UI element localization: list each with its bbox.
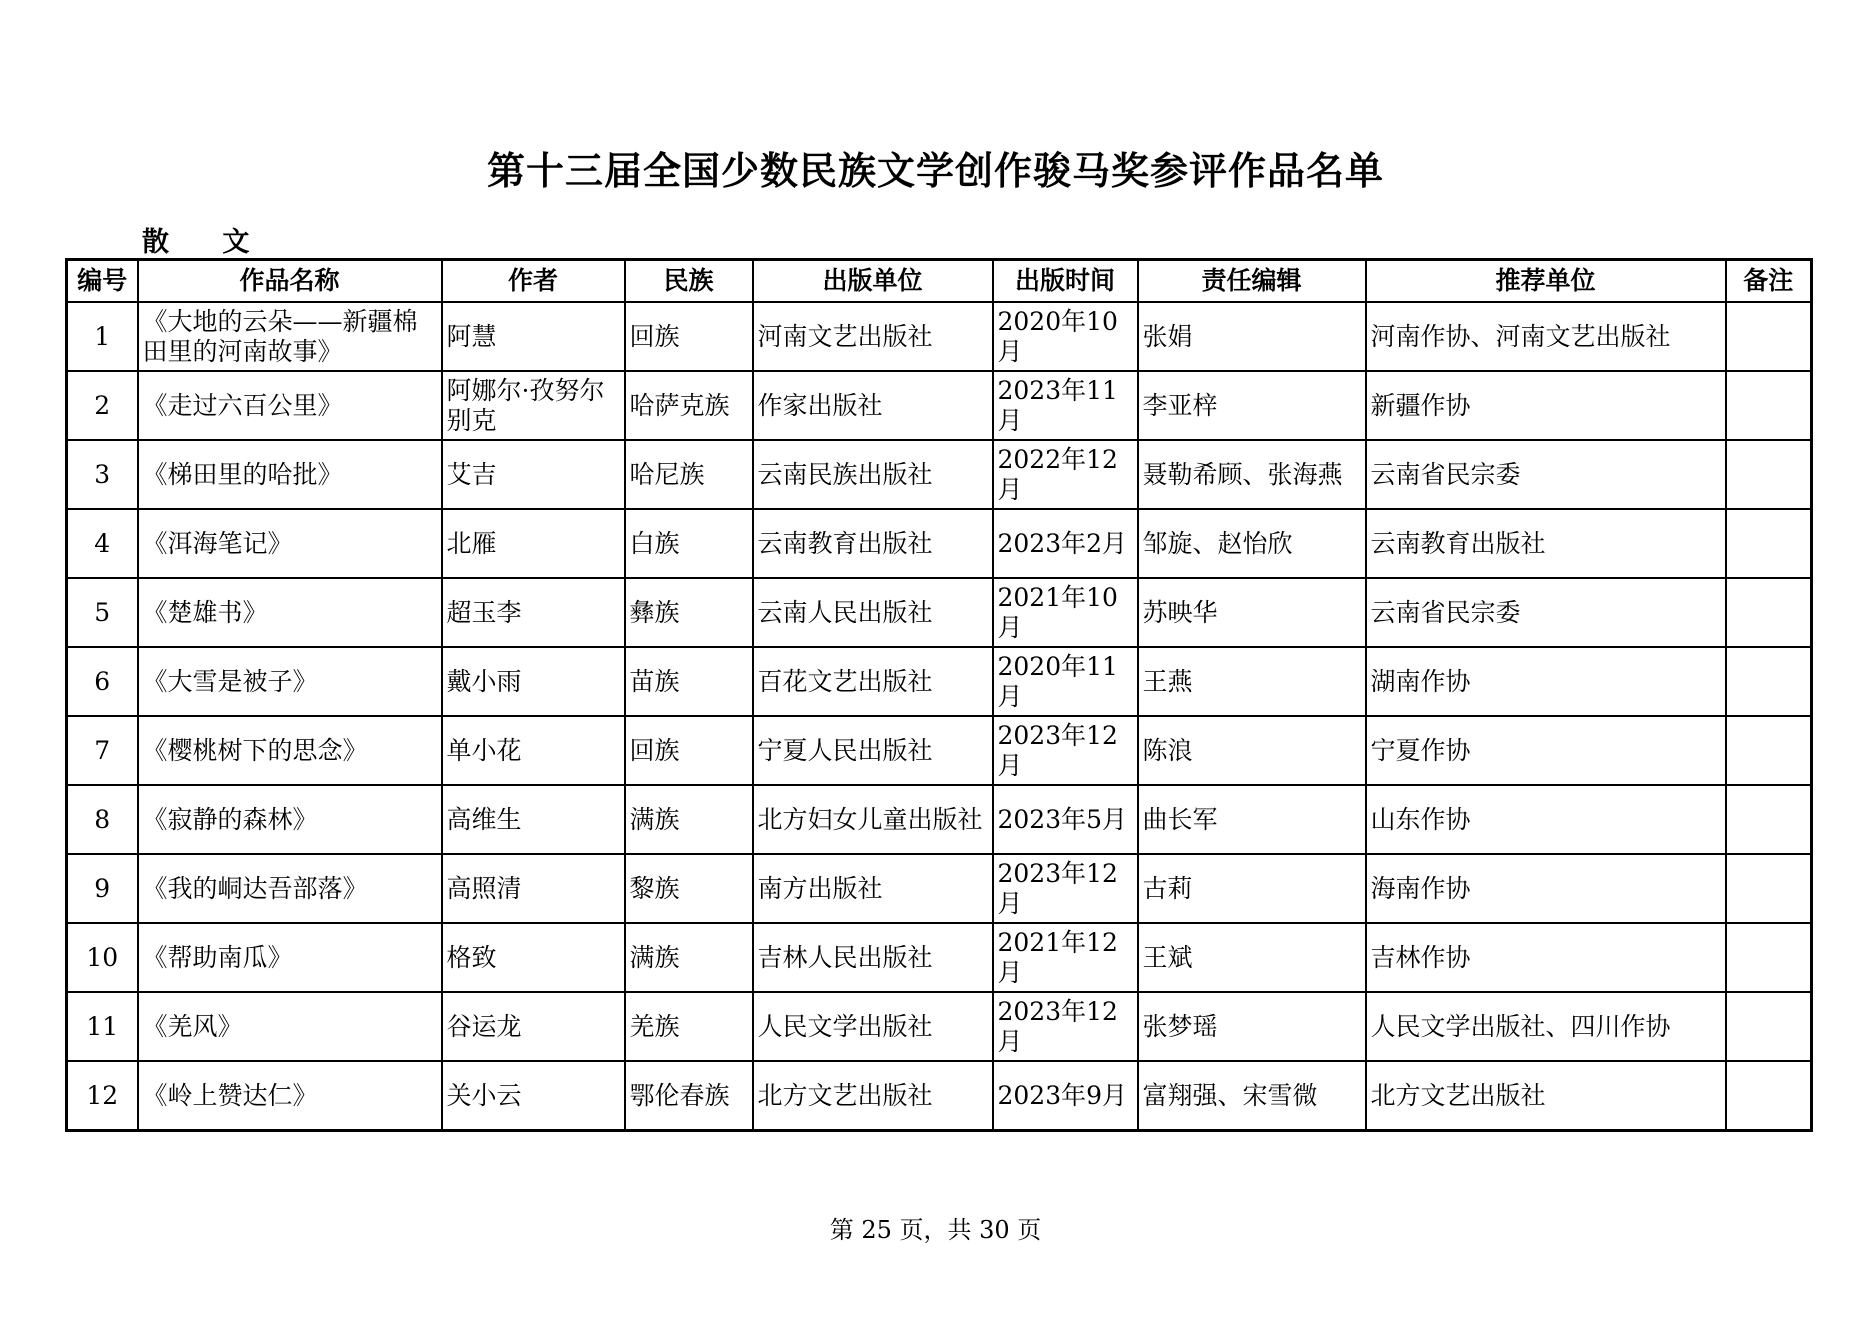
cell-remark bbox=[1726, 302, 1812, 371]
cell-number: 11 bbox=[67, 992, 138, 1061]
section-label: 散 文 bbox=[142, 227, 272, 258]
cell-editor: 王斌 bbox=[1138, 923, 1366, 992]
cell-editor: 聂勒希顾、张海燕 bbox=[1138, 440, 1366, 509]
cell-author: 高维生 bbox=[442, 785, 625, 854]
cell-title: 《樱桃树下的思念》 bbox=[138, 716, 442, 785]
cell-ethnicity: 鄂伦春族 bbox=[625, 1061, 753, 1131]
table-row bbox=[67, 371, 1812, 440]
table-row bbox=[67, 854, 1812, 923]
cell-author: 阿娜尔·孜努尔别克 bbox=[442, 371, 625, 440]
cell-ethnicity: 哈尼族 bbox=[625, 440, 753, 509]
column-header-title: 作品名称 bbox=[138, 260, 442, 303]
cell-title: 《楚雄书》 bbox=[138, 578, 442, 647]
cell-number: 4 bbox=[67, 509, 138, 578]
cell-ethnicity: 回族 bbox=[625, 716, 753, 785]
cell-remark bbox=[1726, 992, 1812, 1061]
cell-recommender: 山东作协 bbox=[1366, 785, 1726, 854]
cell-editor: 曲长军 bbox=[1138, 785, 1366, 854]
column-header-number: 编号 bbox=[67, 260, 138, 303]
cell-ethnicity: 彝族 bbox=[625, 578, 753, 647]
cell-publisher: 云南教育出版社 bbox=[753, 509, 993, 578]
cell-number: 10 bbox=[67, 923, 138, 992]
cell-ethnicity: 黎族 bbox=[625, 854, 753, 923]
cell-author: 格致 bbox=[442, 923, 625, 992]
cell-number: 2 bbox=[67, 371, 138, 440]
table-row bbox=[67, 785, 1812, 854]
cell-author: 高照清 bbox=[442, 854, 625, 923]
cell-recommender: 云南省民宗委 bbox=[1366, 440, 1726, 509]
cell-date: 2023年12月 bbox=[993, 854, 1138, 923]
cell-remark bbox=[1726, 578, 1812, 647]
cell-editor: 古莉 bbox=[1138, 854, 1366, 923]
cell-publisher: 北方文艺出版社 bbox=[753, 1061, 993, 1131]
cell-publisher: 南方出版社 bbox=[753, 854, 993, 923]
table-row bbox=[67, 578, 1812, 647]
cell-title: 《帮助南瓜》 bbox=[138, 923, 442, 992]
cell-author: 关小云 bbox=[442, 1061, 625, 1131]
cell-title: 《大地的云朵——新疆棉田里的河南故事》 bbox=[138, 302, 442, 371]
cell-ethnicity: 白族 bbox=[625, 509, 753, 578]
cell-publisher: 百花文艺出版社 bbox=[753, 647, 993, 716]
cell-recommender: 海南作协 bbox=[1366, 854, 1726, 923]
cell-recommender: 河南作协、河南文艺出版社 bbox=[1366, 302, 1726, 371]
cell-editor: 苏映华 bbox=[1138, 578, 1366, 647]
cell-ethnicity: 满族 bbox=[625, 923, 753, 992]
cell-publisher: 北方妇女儿童出版社 bbox=[753, 785, 993, 854]
cell-title: 《羌风》 bbox=[138, 992, 442, 1061]
cell-editor: 富翔强、宋雪微 bbox=[1138, 1061, 1366, 1131]
cell-recommender: 吉林作协 bbox=[1366, 923, 1726, 992]
table-row bbox=[67, 302, 1812, 371]
cell-publisher: 云南民族出版社 bbox=[753, 440, 993, 509]
cell-recommender: 湖南作协 bbox=[1366, 647, 1726, 716]
cell-remark bbox=[1726, 1061, 1812, 1131]
cell-remark bbox=[1726, 923, 1812, 992]
cell-remark bbox=[1726, 785, 1812, 854]
cell-recommender: 云南省民宗委 bbox=[1366, 578, 1726, 647]
cell-date: 2023年5月 bbox=[993, 785, 1138, 854]
table-row bbox=[67, 716, 1812, 785]
column-header-editor: 责任编辑 bbox=[1138, 260, 1366, 303]
cell-recommender: 人民文学出版社、四川作协 bbox=[1366, 992, 1726, 1061]
cell-ethnicity: 满族 bbox=[625, 785, 753, 854]
cell-date: 2020年11月 bbox=[993, 647, 1138, 716]
page-footer: 第 25 页，共 30 页 bbox=[829, 1216, 1042, 1244]
column-header-publisher: 出版单位 bbox=[753, 260, 993, 303]
cell-recommender: 新疆作协 bbox=[1366, 371, 1726, 440]
cell-ethnicity: 哈萨克族 bbox=[625, 371, 753, 440]
column-header-date: 出版时间 bbox=[993, 260, 1138, 303]
works-table bbox=[65, 258, 1813, 1132]
cell-editor: 邹旋、赵怡欣 bbox=[1138, 509, 1366, 578]
cell-number: 8 bbox=[67, 785, 138, 854]
column-header-author: 作者 bbox=[442, 260, 625, 303]
cell-author: 阿慧 bbox=[442, 302, 625, 371]
cell-publisher: 作家出版社 bbox=[753, 371, 993, 440]
cell-editor: 王燕 bbox=[1138, 647, 1366, 716]
cell-title: 《洱海笔记》 bbox=[138, 509, 442, 578]
cell-ethnicity: 羌族 bbox=[625, 992, 753, 1061]
cell-author: 艾吉 bbox=[442, 440, 625, 509]
cell-title: 《梯田里的哈批》 bbox=[138, 440, 442, 509]
cell-date: 2023年12月 bbox=[993, 716, 1138, 785]
cell-number: 3 bbox=[67, 440, 138, 509]
cell-title: 《走过六百公里》 bbox=[138, 371, 442, 440]
cell-editor: 陈浪 bbox=[1138, 716, 1366, 785]
cell-date: 2021年12月 bbox=[993, 923, 1138, 992]
cell-author: 超玉李 bbox=[442, 578, 625, 647]
cell-recommender: 北方文艺出版社 bbox=[1366, 1061, 1726, 1131]
column-header-ethnicity: 民族 bbox=[625, 260, 753, 303]
cell-author: 单小花 bbox=[442, 716, 625, 785]
cell-title: 《岭上赞达仁》 bbox=[138, 1061, 442, 1131]
table-row bbox=[67, 923, 1812, 992]
cell-author: 北雁 bbox=[442, 509, 625, 578]
table-row bbox=[67, 509, 1812, 578]
cell-publisher: 云南人民出版社 bbox=[753, 578, 993, 647]
table-row bbox=[67, 1061, 1812, 1131]
cell-number: 1 bbox=[67, 302, 138, 371]
cell-title: 《寂静的森林》 bbox=[138, 785, 442, 854]
cell-editor: 张梦瑶 bbox=[1138, 992, 1366, 1061]
table-row bbox=[67, 992, 1812, 1061]
cell-ethnicity: 回族 bbox=[625, 302, 753, 371]
cell-date: 2021年10月 bbox=[993, 578, 1138, 647]
cell-remark bbox=[1726, 509, 1812, 578]
cell-publisher: 人民文学出版社 bbox=[753, 992, 993, 1061]
cell-date: 2020年10月 bbox=[993, 302, 1138, 371]
cell-publisher: 吉林人民出版社 bbox=[753, 923, 993, 992]
column-header-remark: 备注 bbox=[1726, 260, 1812, 303]
cell-remark bbox=[1726, 440, 1812, 509]
cell-date: 2023年2月 bbox=[993, 509, 1138, 578]
cell-publisher: 宁夏人民出版社 bbox=[753, 716, 993, 785]
cell-date: 2023年12月 bbox=[993, 992, 1138, 1061]
cell-editor: 李亚梓 bbox=[1138, 371, 1366, 440]
cell-remark bbox=[1726, 371, 1812, 440]
cell-number: 6 bbox=[67, 647, 138, 716]
cell-date: 2023年11月 bbox=[993, 371, 1138, 440]
cell-number: 7 bbox=[67, 716, 138, 785]
cell-number: 9 bbox=[67, 854, 138, 923]
cell-editor: 张娟 bbox=[1138, 302, 1366, 371]
cell-recommender: 宁夏作协 bbox=[1366, 716, 1726, 785]
table-row bbox=[67, 647, 1812, 716]
cell-title: 《我的峒达吾部落》 bbox=[138, 854, 442, 923]
cell-date: 2022年12月 bbox=[993, 440, 1138, 509]
cell-author: 谷运龙 bbox=[442, 992, 625, 1061]
cell-remark bbox=[1726, 854, 1812, 923]
cell-remark bbox=[1726, 647, 1812, 716]
cell-ethnicity: 苗族 bbox=[625, 647, 753, 716]
table-header-row bbox=[67, 260, 1812, 303]
page-title: 第十三届全国少数民族文学创作骏马奖参评作品名单 bbox=[486, 149, 1384, 193]
cell-title: 《大雪是被子》 bbox=[138, 647, 442, 716]
cell-number: 12 bbox=[67, 1061, 138, 1131]
cell-recommender: 云南教育出版社 bbox=[1366, 509, 1726, 578]
cell-author: 戴小雨 bbox=[442, 647, 625, 716]
table-row bbox=[67, 440, 1812, 509]
cell-number: 5 bbox=[67, 578, 138, 647]
cell-publisher: 河南文艺出版社 bbox=[753, 302, 993, 371]
column-header-recommender: 推荐单位 bbox=[1366, 260, 1726, 303]
cell-remark bbox=[1726, 716, 1812, 785]
cell-date: 2023年9月 bbox=[993, 1061, 1138, 1131]
